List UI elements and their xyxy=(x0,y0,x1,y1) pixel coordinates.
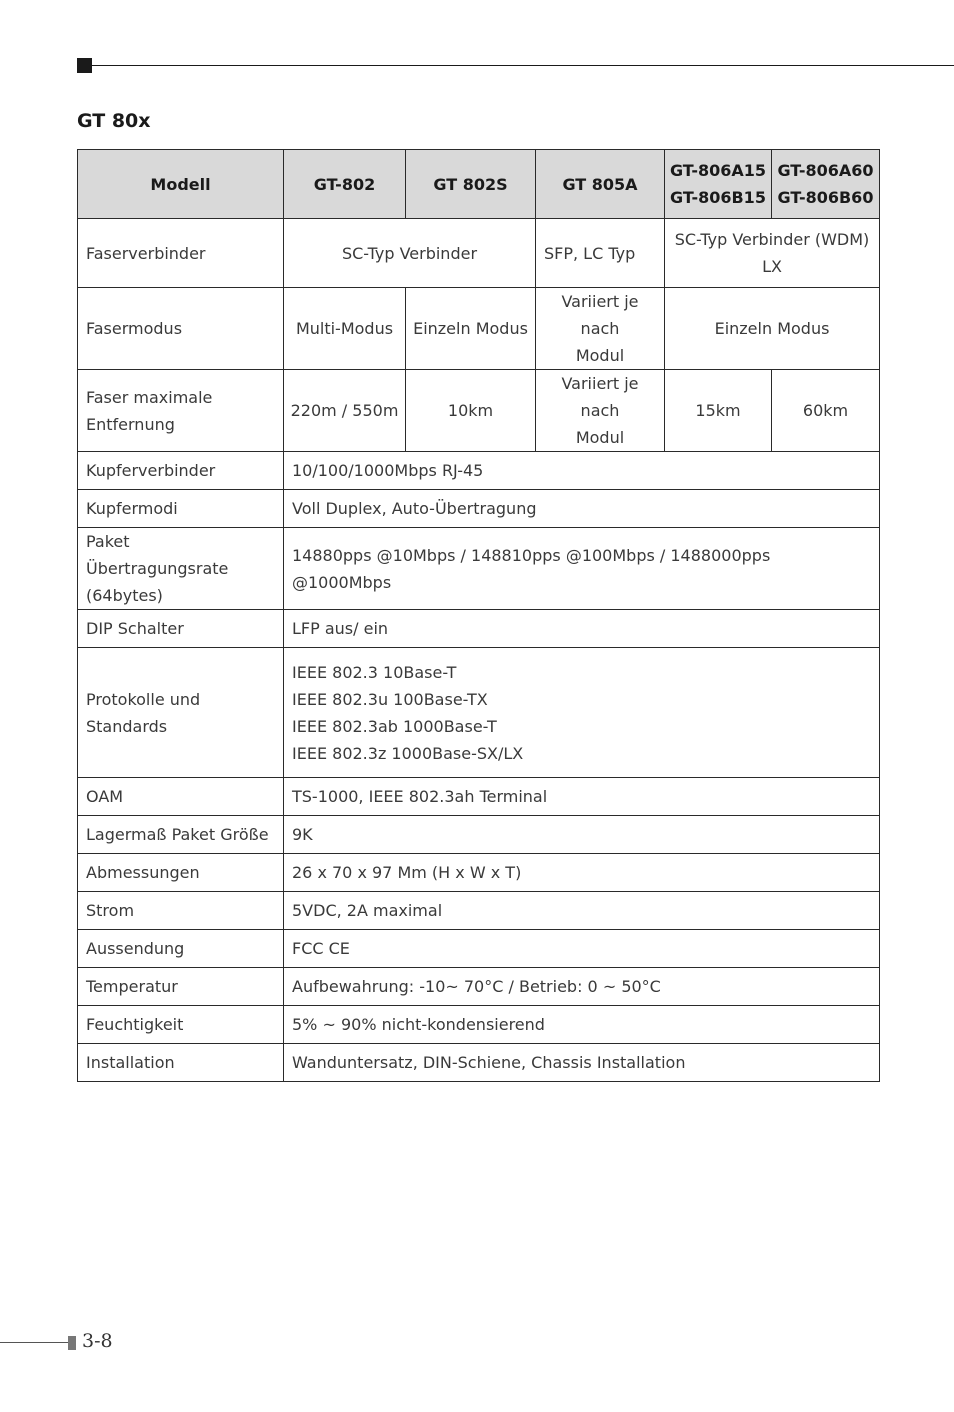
row-value: 10/100/1000Mbps RJ-45 xyxy=(284,452,880,490)
row-label: Fasermodus xyxy=(78,288,284,370)
section-title: GT 80x xyxy=(77,110,151,132)
table-row-oam xyxy=(78,778,880,816)
row-value: 14880pps @10Mbps / 148810pps @100Mbps / 1488000pps @1000Mbps xyxy=(284,528,880,610)
cell-sc-wdm xyxy=(665,219,880,288)
table-row-strom xyxy=(78,892,880,930)
table-row-dip xyxy=(78,610,880,648)
cell-variiert-line2: Modul xyxy=(575,346,625,365)
cell-multi-modus: Multi-Modus xyxy=(284,288,406,370)
cell-variiert xyxy=(536,288,665,370)
table-row-fasermodus xyxy=(78,288,880,370)
table-row-entfernung xyxy=(78,370,880,452)
row-label-line2: Entfernung xyxy=(86,414,175,434)
row-value: Voll Duplex, Auto-Übertragung xyxy=(284,490,880,528)
cell-einzeln-modus-2: Einzeln Modus xyxy=(665,288,880,370)
table-row-kupferverbinder xyxy=(78,452,880,490)
row-label-line2: (64bytes) xyxy=(86,586,163,605)
cell-entfernung-gt802s: 10km xyxy=(406,370,536,452)
row-label: Kupfermodi xyxy=(78,490,284,528)
row-label: Aussendung xyxy=(78,930,284,968)
row-value: Wanduntersatz, DIN-Schiene, Chassis Installation xyxy=(284,1044,880,1082)
header-row xyxy=(78,150,880,219)
row-label: DIP Schalter xyxy=(78,610,284,648)
table-row-feuchtigkeit xyxy=(78,1006,880,1044)
row-value: FCC CE xyxy=(284,930,880,968)
protocol-line: IEEE 802.3 10Base-T xyxy=(292,662,457,682)
row-value: 5VDC, 2A maximal xyxy=(284,892,880,930)
header-gt802s: GT 802S xyxy=(406,150,536,219)
header-gt806a15-line1: GT-806A15 xyxy=(669,161,767,180)
table-row-temperatur xyxy=(78,968,880,1006)
row-value: 26 x 70 x 97 Mm (H x W x T) xyxy=(284,854,880,892)
cell-sc-wdm-line1: SC-Typ Verbinder (WDM) xyxy=(674,230,870,249)
row-label: Installation xyxy=(78,1044,284,1082)
protocol-line: IEEE 802.3ab 1000Base-T xyxy=(292,716,497,736)
header-gt806a15-line2: GT-806B15 xyxy=(670,188,766,207)
row-value xyxy=(284,648,880,778)
footer-rule xyxy=(0,1342,68,1343)
cell-einzeln-modus: Einzeln Modus xyxy=(406,288,536,370)
row-label: Faserverbinder xyxy=(78,219,284,288)
header-rule xyxy=(92,65,954,66)
row-label: Kupferverbinder xyxy=(78,452,284,490)
row-label: Lagermaß Paket Größe xyxy=(78,816,284,854)
table-row-abmessungen xyxy=(78,854,880,892)
table-row-paket xyxy=(78,528,880,610)
header-gt806a60-line2: GT-806B60 xyxy=(777,188,874,207)
header-gt806a15 xyxy=(665,150,772,219)
header-gt806a60-line1: GT-806A60 xyxy=(777,161,874,180)
row-value: 9K xyxy=(284,816,880,854)
footer-mark xyxy=(68,1336,76,1350)
cell-variiert-line2: Modul xyxy=(575,428,625,447)
cell-entfernung-gt806a60: 60km xyxy=(772,370,880,452)
table-row-faserverbinder xyxy=(78,219,880,288)
table-row-lagermass xyxy=(78,816,880,854)
row-value: TS-1000, IEEE 802.3ah Terminal xyxy=(284,778,880,816)
cell-entfernung-gt805a xyxy=(536,370,665,452)
row-label: Feuchtigkeit xyxy=(78,1006,284,1044)
row-value: 5% ~ 90% nicht-kondensierend xyxy=(284,1006,880,1044)
table-row-protokolle xyxy=(78,648,880,778)
row-value: Aufbewahrung: -10~ 70°C / Betrieb: 0 ~ 50°C xyxy=(284,968,880,1006)
row-label-line1: Paket Übertragungsrate xyxy=(86,532,229,578)
row-label xyxy=(78,370,284,452)
cell-entfernung-gt802: 220m / 550m xyxy=(284,370,406,452)
cell-variiert-line1: Variiert je nach xyxy=(561,292,639,338)
protocol-line: IEEE 802.3z 1000Base-SX/LX xyxy=(292,743,524,763)
row-label: Protokolle und Standards xyxy=(78,648,284,778)
header-gt805a: GT 805A xyxy=(536,150,665,219)
row-label: Strom xyxy=(78,892,284,930)
row-label: Temperatur xyxy=(78,968,284,1006)
header-gt806a60 xyxy=(772,150,880,219)
header-square-mark xyxy=(77,58,92,73)
table-row-installation xyxy=(78,1044,880,1082)
page-number: 3-8 xyxy=(82,1330,113,1352)
row-label: OAM xyxy=(78,778,284,816)
header-gt802: GT-802 xyxy=(284,150,406,219)
table-row-aussendung xyxy=(78,930,880,968)
table-row-kupfermodi xyxy=(78,490,880,528)
protocol-line: IEEE 802.3u 100Base-TX xyxy=(292,689,488,709)
spec-table xyxy=(77,149,880,1082)
row-value: LFP aus/ ein xyxy=(284,610,880,648)
row-label xyxy=(78,528,284,610)
cell-sc-typ: SC-Typ Verbinder xyxy=(284,219,536,288)
cell-sc-wdm-line2: LX xyxy=(762,257,782,276)
header-modell: Modell xyxy=(78,150,284,219)
cell-entfernung-gt806a15: 15km xyxy=(665,370,772,452)
cell-variiert-line1: Variiert je nach xyxy=(561,374,639,420)
row-label: Abmessungen xyxy=(78,854,284,892)
row-label-line1: Faser maximale xyxy=(86,387,213,407)
cell-sfp: SFP, LC Typ xyxy=(536,219,665,288)
